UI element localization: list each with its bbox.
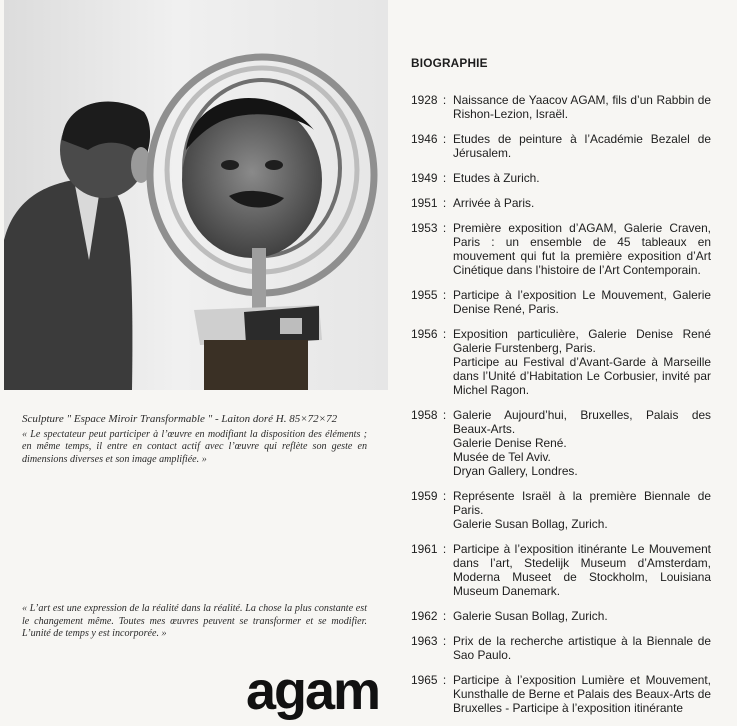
biography-list	[411, 93, 711, 726]
biography-heading: BIOGRAPHIE	[411, 56, 488, 70]
bio-line: Arrivée à Paris.	[453, 196, 535, 210]
bio-separator: :	[442, 93, 447, 107]
photo-caption	[22, 413, 367, 466]
bio-line: Représente Israël à la première Biennale de Paris.	[453, 489, 711, 517]
bio-entry	[411, 196, 711, 210]
bio-text	[453, 408, 711, 478]
bio-text	[453, 93, 711, 121]
bio-separator: :	[442, 489, 447, 503]
bio-text	[453, 609, 711, 623]
bio-year: 1961	[411, 542, 438, 556]
bio-text	[453, 288, 711, 316]
bio-entry	[411, 489, 711, 531]
bio-line: Participe au Festival d’Avant-Garde à Marseille dans l’Unité d’Habitation Le Corbusier, invité par Michel Ragon.	[453, 355, 711, 397]
bio-year: 1958	[411, 408, 438, 422]
bio-line: Galerie Susan Bollag, Zurich.	[453, 517, 608, 531]
bio-text	[453, 542, 711, 598]
bio-entry	[411, 221, 711, 277]
bio-entry	[411, 673, 711, 715]
bio-line: Naissance de Yaacov AGAM, fils d’un Rabbin de Rishon-Lezion, Israël.	[453, 93, 711, 121]
bio-year: 1963	[411, 634, 438, 648]
bio-entry	[411, 634, 711, 662]
sculpture-photo	[4, 0, 388, 390]
bio-entry	[411, 93, 711, 121]
bio-entry	[411, 408, 711, 478]
bio-entry	[411, 132, 711, 160]
bio-text	[453, 489, 711, 531]
bio-text	[453, 673, 711, 715]
bio-separator: :	[442, 171, 447, 185]
caption-quote: « Le spectateur peut participer à l’œuvre en modifiant la disposition des éléments ; en même temps, il entre en contact actif avec l’œuvre qui reflète son geste en dimensions diverses et son image amplifiée. »	[22, 429, 367, 465]
bio-separator: :	[442, 542, 447, 556]
bio-text	[453, 171, 711, 185]
bio-separator: :	[442, 673, 447, 687]
bio-year: 1959	[411, 489, 438, 503]
bio-line: Participe à l’exposition Le Mouvement, Galerie Denise René, Paris.	[453, 288, 711, 316]
bio-line: Galerie Susan Bollag, Zurich.	[453, 609, 608, 623]
bio-separator: :	[442, 221, 447, 235]
bio-entry	[411, 288, 711, 316]
bio-text	[453, 132, 711, 160]
bio-year: 1949	[411, 171, 438, 185]
bio-text	[453, 196, 711, 210]
bio-text	[453, 221, 711, 277]
bio-line: Dryan Gallery, Londres.	[453, 464, 578, 478]
bio-entry	[411, 171, 711, 185]
bio-line: Etudes à Zurich.	[453, 171, 540, 185]
bio-line: Première exposition d’AGAM, Galerie Craven, Paris : un ensemble de 45 tableaux en mouvement qui fut la première exposition d’Art Cinétique dans l’histoire de l’Art Contemporain.	[453, 221, 711, 277]
bio-separator: :	[442, 609, 447, 623]
bio-entry	[411, 609, 711, 623]
caption-title: Sculpture " Espace Miroir Transformable " - Laiton doré H. 85×72×72	[22, 413, 338, 425]
bio-year: 1955	[411, 288, 438, 302]
bio-line: Musée de Tel Aviv.	[453, 450, 551, 464]
bio-year: 1962	[411, 609, 438, 623]
bio-entry	[411, 327, 711, 397]
bio-line: Etudes de peinture à l’Académie Bezalel de Jérusalem.	[453, 132, 711, 160]
bio-line: Participe à l’exposition Lumière et Mouvement, Kunsthalle de Berne et Palais des Beaux-Arts de Bruxelles - Participe à l’exposition itinérante	[453, 673, 711, 715]
bio-year: 1946	[411, 132, 438, 146]
bio-separator: :	[442, 634, 447, 648]
bio-line: Exposition particulière, Galerie Denise René Galerie Furstenberg, Paris.	[453, 327, 711, 355]
bio-separator: :	[442, 132, 447, 146]
bio-year: 1956	[411, 327, 438, 341]
agam-logo: agam	[246, 661, 380, 721]
bio-year: 1951	[411, 196, 438, 210]
bio-line: Prix de la recherche artistique à la Biennale de Sao Paulo.	[453, 634, 711, 662]
artist-quote: « L’art est une expression de la réalité dans la réalité. La chose la plus constante est le changement même. Toutes mes œuvres peuvent se transformer et se modifier. L’unité de temps y est incorporée. »	[22, 603, 367, 640]
bio-separator: :	[442, 288, 447, 302]
bio-text	[453, 634, 711, 662]
bio-text	[453, 327, 711, 397]
bio-separator: :	[442, 327, 447, 341]
bio-line: Participe à l’exposition itinérante Le Mouvement dans l’art, Stedelijk Museum d’Amsterdam, Moderna Museet de Stockholm, Louisiana Museum Danemark.	[453, 542, 711, 598]
bio-year: 1965	[411, 673, 438, 687]
bio-entry	[411, 542, 711, 598]
bio-separator: :	[442, 408, 447, 422]
photo-illustration	[4, 0, 388, 390]
bio-line: Galerie Denise René.	[453, 436, 567, 450]
bio-line: Galerie Aujourd’hui, Bruxelles, Palais des Beaux-Arts.	[453, 408, 711, 436]
bio-year: 1928	[411, 93, 438, 107]
bio-separator: :	[442, 196, 447, 210]
bio-year: 1953	[411, 221, 438, 235]
